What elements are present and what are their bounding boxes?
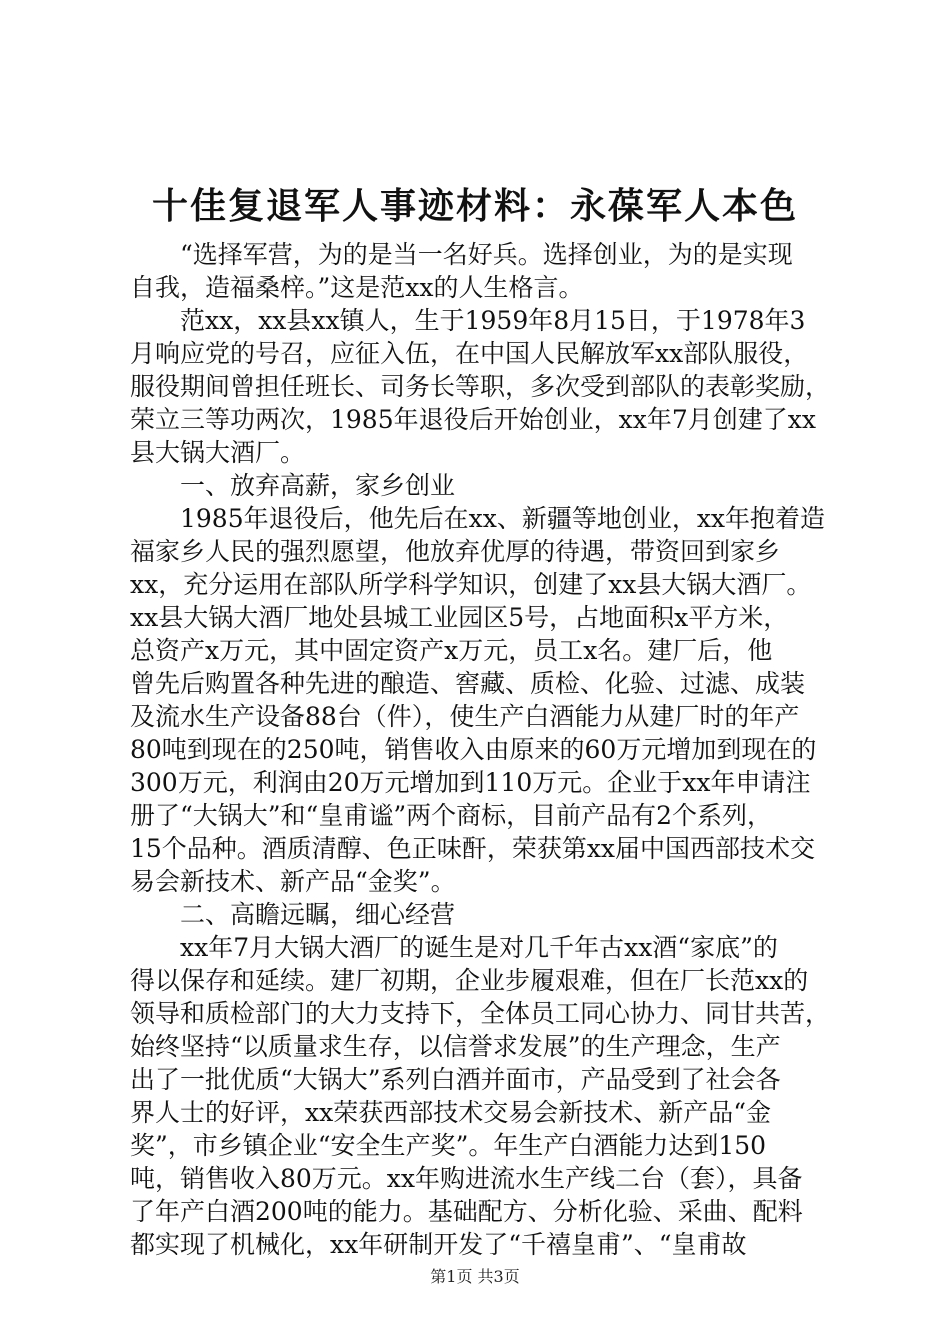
text-line: 福家乡人民的强烈愿望，他放弃优厚的待遇，带资回到家乡 [130, 537, 781, 566]
text-line: 得以保存和延续。建厂初期，企业步履艰难，但在厂长范xx的 [130, 966, 809, 995]
text-line: xx，充分运用在部队所学科学知识，创建了xx县大锅大酒厂。 [130, 570, 812, 599]
text-line: 二、高瞻远瞩，细心经营 [180, 900, 456, 929]
text-line: 曾先后购置各种先进的酿造、窖藏、质检、化验、过滤、成装 [130, 669, 806, 698]
text-line: 荣立三等功两次，1985年退役后开始创业，xx年7月创建了xx [130, 405, 816, 434]
text-line: 范xx，xx县xx镇人，生于1959年8月15日，于1978年3 [180, 306, 806, 335]
text-line: 一、放弃高薪，家乡创业 [180, 471, 456, 500]
text-line: 册了“大锅大”和“皇甫谧”两个商标，目前产品有2个系列， [130, 801, 773, 830]
text-line: 300万元，利润由20万元增加到110万元。企业于xx年申请注 [130, 768, 811, 797]
text-line: xx年7月大锅大酒厂的诞生是对几千年古xx酒“家底”的 [180, 933, 778, 962]
text-line: “选择军营，为的是当一名好兵。选择创业，为的是实现 [180, 240, 793, 269]
text-line: 领导和质检部门的大力支持下，全体员工同心协力、同甘共苦， [130, 999, 830, 1028]
page-footer: 第1页 共3页 [430, 1267, 520, 1286]
text-line: xx县大锅大酒厂地处县城工业园区5号，占地面积x平方米， [130, 603, 789, 632]
document-body [130, 238, 830, 1261]
document-title: 十佳复退军人事迹材料：永葆军人本色 [151, 185, 798, 227]
text-line: 服役期间曾担任班长、司务长等职，多次受到部队的表彰奖励， [130, 372, 830, 401]
text-line: 县大锅大酒厂。 [130, 438, 306, 467]
text-line: 界人士的好评，xx荣获西部技术交易会新技术、新产品“金 [130, 1098, 771, 1127]
text-line: 总资产x万元，其中固定资产x万元，员工x名。建厂后，他 [130, 636, 773, 665]
text-line: 易会新技术、新产品“金奖”。 [130, 867, 456, 896]
text-line: 始终坚持“以质量求生存，以信誉求发展”的生产理念，生产 [130, 1032, 781, 1061]
text-line: 都实现了机械化，xx年研制开发了“千禧皇甫”、“皇甫故 [130, 1230, 747, 1259]
text-line: 1985年退役后，他先后在xx、新疆等地创业，xx年抱着造 [180, 504, 826, 533]
text-line: 奖”，市乡镇企业“安全生产奖”。年生产白酒能力达到150 [130, 1131, 767, 1160]
text-line: 吨，销售收入80万元。xx年购进流水生产线二台（套），具备 [130, 1164, 803, 1193]
text-line: 出了一批优质“大锅大”系列白酒并面市，产品受到了社会各 [130, 1065, 781, 1094]
text-line: 及流水生产设备88台（件），使生产白酒能力从建厂时的年产 [130, 702, 800, 731]
text-line: 了年产白酒200吨的能力。基础配方、分析化验、采曲、配料 [130, 1197, 803, 1226]
text-line: 15个品种。酒质清醇、色正味酐，荣获第xx届中国西部技术交 [130, 834, 816, 863]
text-line: 自我，造福桑梓。”这是范xx的人生格言。 [130, 273, 584, 302]
text-line: 80吨到现在的250吨，销售收入由原来的60万元增加到现在的 [130, 735, 817, 764]
text-line: 月响应党的号召，应征入伍，在中国人民解放军xx部队服役， [130, 339, 809, 368]
